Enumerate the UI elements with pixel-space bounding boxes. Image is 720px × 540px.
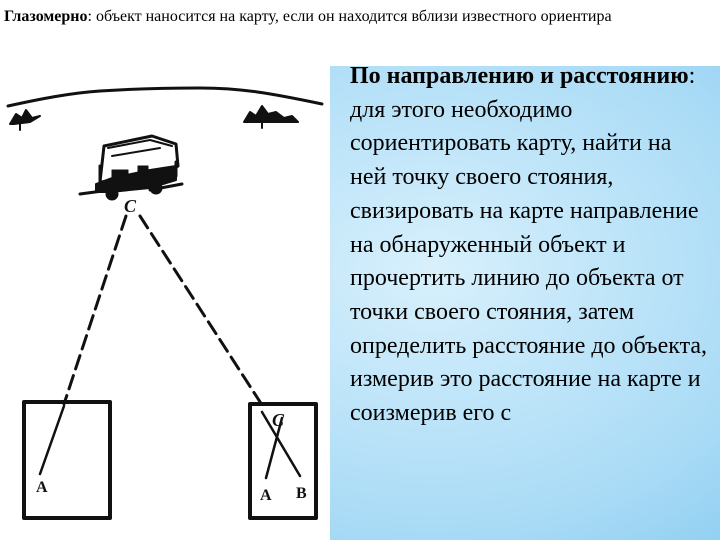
left-map-line — [40, 406, 64, 474]
right-map-point-a-label: A — [260, 487, 272, 504]
horizon-line — [8, 88, 322, 106]
sketch-figure — [0, 66, 330, 540]
header-description: : объект наносится на карту, если он находится вблизи известного ориентира — [87, 8, 612, 25]
vehicle-icon — [80, 136, 182, 200]
sight-line-left — [64, 216, 126, 404]
header-band — [0, 0, 720, 66]
right-map-object-label: C — [272, 410, 285, 430]
header-text — [4, 6, 704, 28]
body-description: : для этого необходимо сориентировать карту, найти на ней точку своего стояния, свизировать на карте направление на обнаруженный объект и прочертить линию до объекта от точки своего стояния, затем определить расстояние до объекта, измерив это расстояние на карте и соизмерив его с — [350, 63, 708, 427]
right-map-point-b-label: B — [296, 485, 307, 502]
object-label: C — [124, 196, 137, 216]
header-term: Глазомерно — [4, 8, 88, 25]
body-text — [350, 60, 710, 431]
left-map-frame — [24, 402, 110, 518]
body-term: По направлению и расстоянию — [350, 63, 689, 89]
sight-line-right — [140, 216, 264, 408]
bush-right-icon — [244, 106, 298, 122]
sketch-illustration — [0, 66, 330, 540]
bush-left-icon — [10, 110, 40, 124]
left-map-point-label: A — [36, 479, 48, 496]
